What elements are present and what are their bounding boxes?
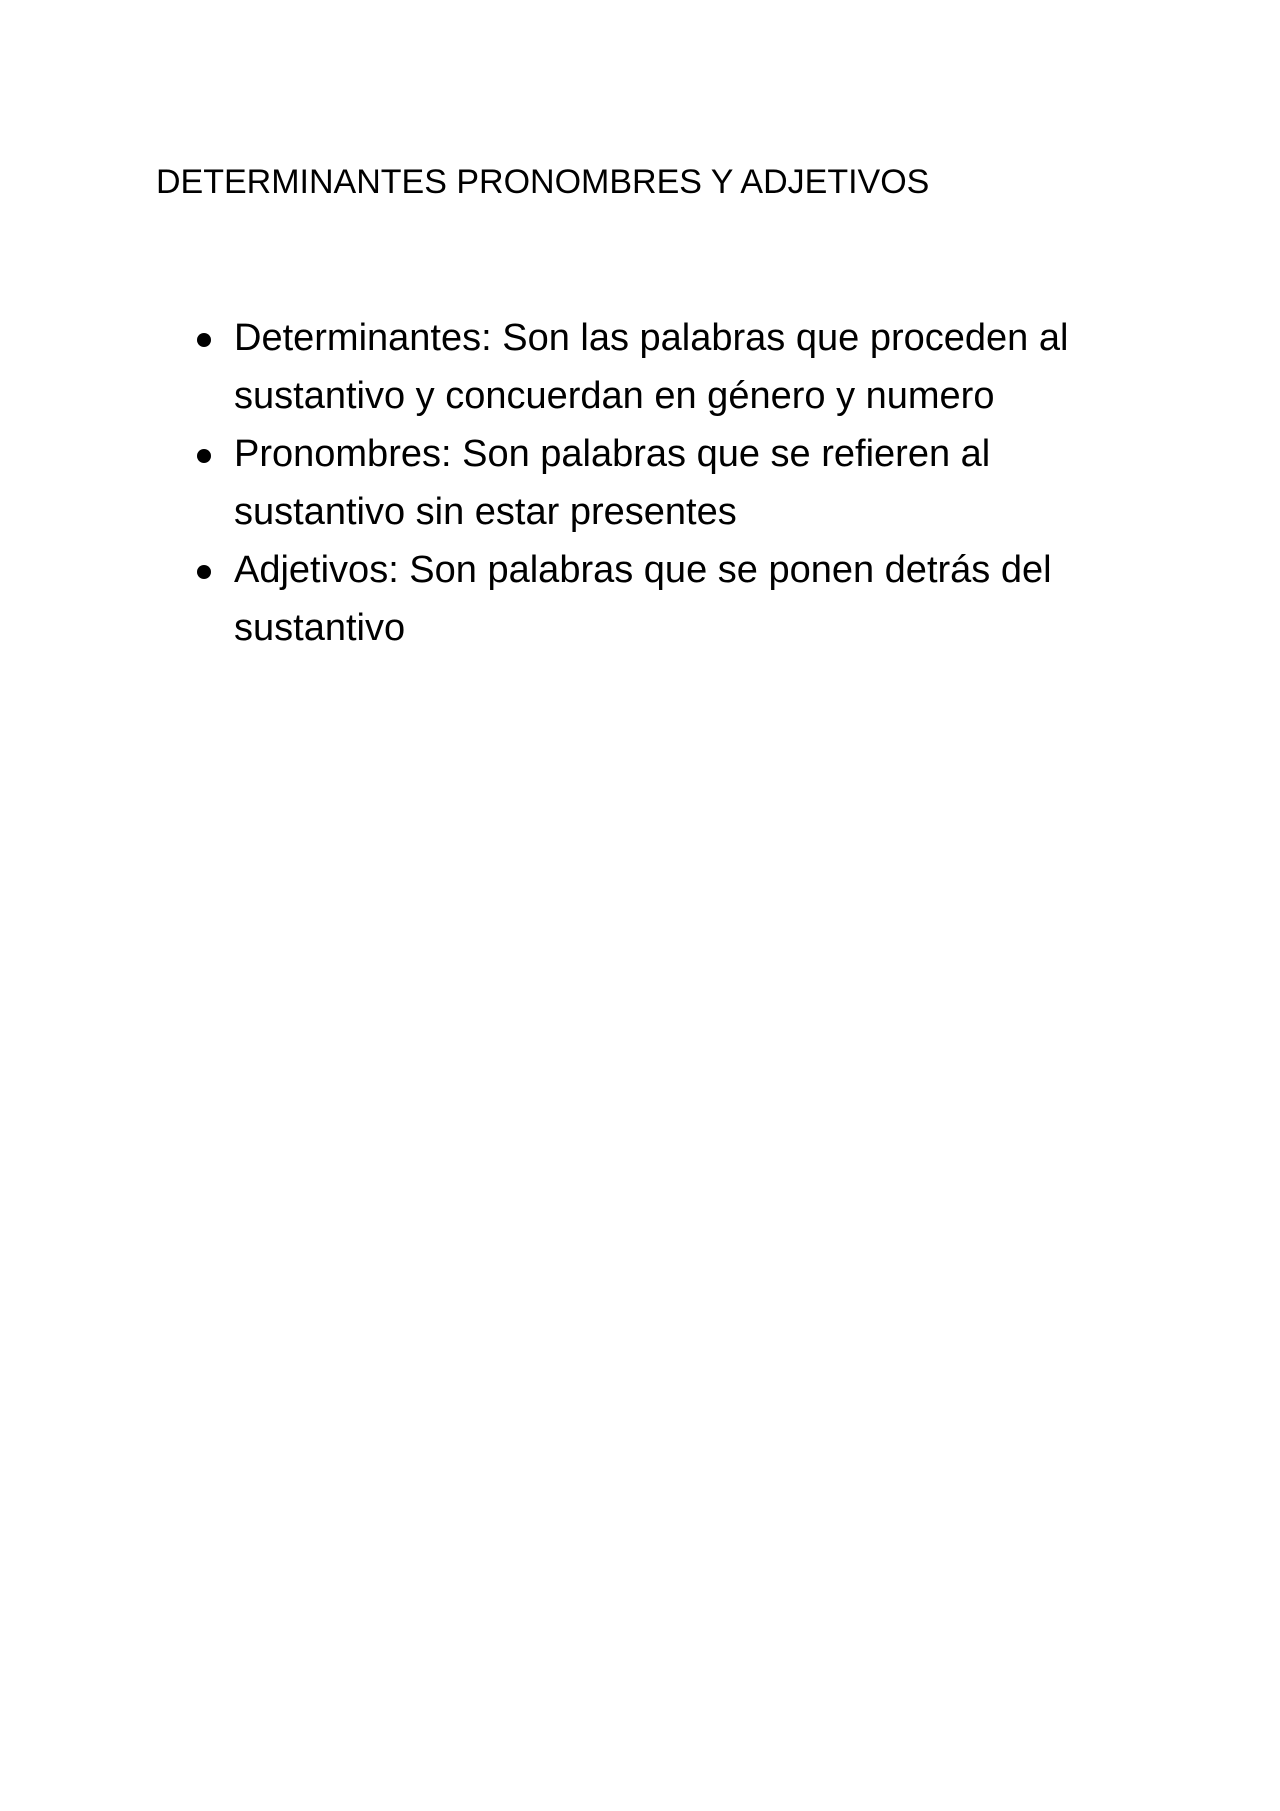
list-item-adjetivos — [195, 541, 1115, 657]
bullet-icon — [197, 449, 211, 463]
document-title: DETERMINANTES PRONOMBRES Y ADJETIVOS — [156, 163, 930, 201]
list-item-text: Pronombres: Son palabras que se refieren al sustantivo sin estar presentes — [234, 433, 991, 533]
list-item-determinantes — [195, 309, 1115, 425]
bullet-icon — [197, 333, 211, 347]
list-item-text: Determinantes: Son las palabras que proceden al sustantivo y concuerdan en género y numero — [234, 317, 1069, 417]
bullet-list — [195, 309, 1115, 657]
list-item-pronombres — [195, 425, 1115, 541]
list-item-text: Adjetivos: Son palabras que se ponen detrás del sustantivo — [234, 549, 1052, 649]
bullet-icon — [197, 565, 211, 579]
